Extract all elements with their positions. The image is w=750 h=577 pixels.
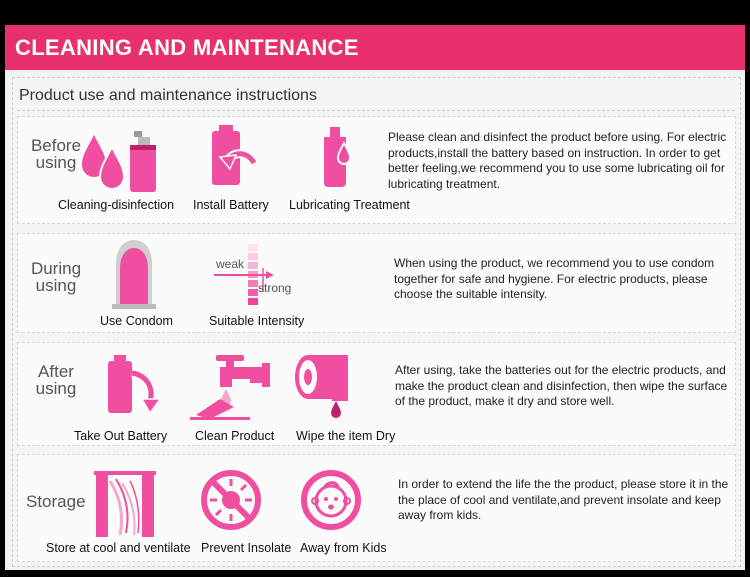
stage-label: Before using — [30, 136, 82, 172]
item-label: Lubricating Treatment — [289, 198, 410, 212]
section-description: In order to extend the life the the product, please store it in the the place of cool and ventilate,and prevent insolate and keep away from kids. — [398, 477, 729, 522]
instruction-card — [5, 25, 745, 570]
divider — [17, 110, 735, 111]
stage-label: During using — [30, 259, 82, 295]
condom-icon — [106, 238, 162, 310]
lubricant-icon — [318, 123, 358, 189]
toilet-paper-icon — [294, 351, 354, 421]
no-kids-icon — [300, 469, 362, 531]
stage-label: Storage — [26, 492, 86, 511]
faucet-icon — [190, 349, 272, 421]
stage-label: After using — [35, 362, 77, 398]
no-sun-icon — [200, 469, 262, 531]
battery-remove-icon — [106, 353, 162, 419]
spray-bottle-icon — [80, 125, 170, 193]
page-title: CLEANING AND MAINTENANCE — [15, 35, 359, 60]
intensity-scale-icon — [214, 242, 304, 312]
section-during-using — [17, 233, 736, 333]
title-banner — [5, 25, 745, 70]
item-label: Store at cool and ventilate — [46, 541, 191, 555]
item-label: Prevent Insolate — [201, 541, 292, 555]
weak-label: weak — [216, 257, 245, 271]
panel-subtitle: Product use and maintenance instructions — [19, 87, 317, 104]
instructions-panel — [12, 77, 741, 567]
item-label: Use Condom — [100, 314, 173, 328]
section-description: When using the product, we recommend you to use condom together for safe and hygiene. For electric products, please choose the suitable intensity. — [394, 256, 715, 301]
item-label: Clean Product — [195, 429, 275, 443]
section-storage — [17, 454, 736, 562]
item-label: Suitable Intensity — [209, 314, 305, 328]
item-label: Wipe the item Dry — [296, 429, 396, 443]
section-after-using — [17, 342, 736, 446]
item-label: Take Out Battery — [74, 429, 168, 443]
ventilate-icon — [94, 471, 156, 539]
item-label: Install Battery — [193, 198, 269, 212]
section-description: After using, take the batteries out for the electric products, and make the product clean and disinfection, then wipe the surface of the product, make it dry and store well. — [395, 363, 728, 408]
item-label: Away from Kids — [300, 541, 387, 555]
battery-install-icon — [208, 123, 256, 189]
section-before-using — [17, 116, 736, 224]
section-description: Please clean and disinfect the product before using. For electric products,install the battery based on instruction. In order to get better feeling,we recommend you to use some lubricating oil for lubricating treatment. — [388, 130, 727, 191]
item-label: Cleaning-disinfection — [58, 198, 175, 212]
strong-label: strong — [258, 281, 292, 295]
